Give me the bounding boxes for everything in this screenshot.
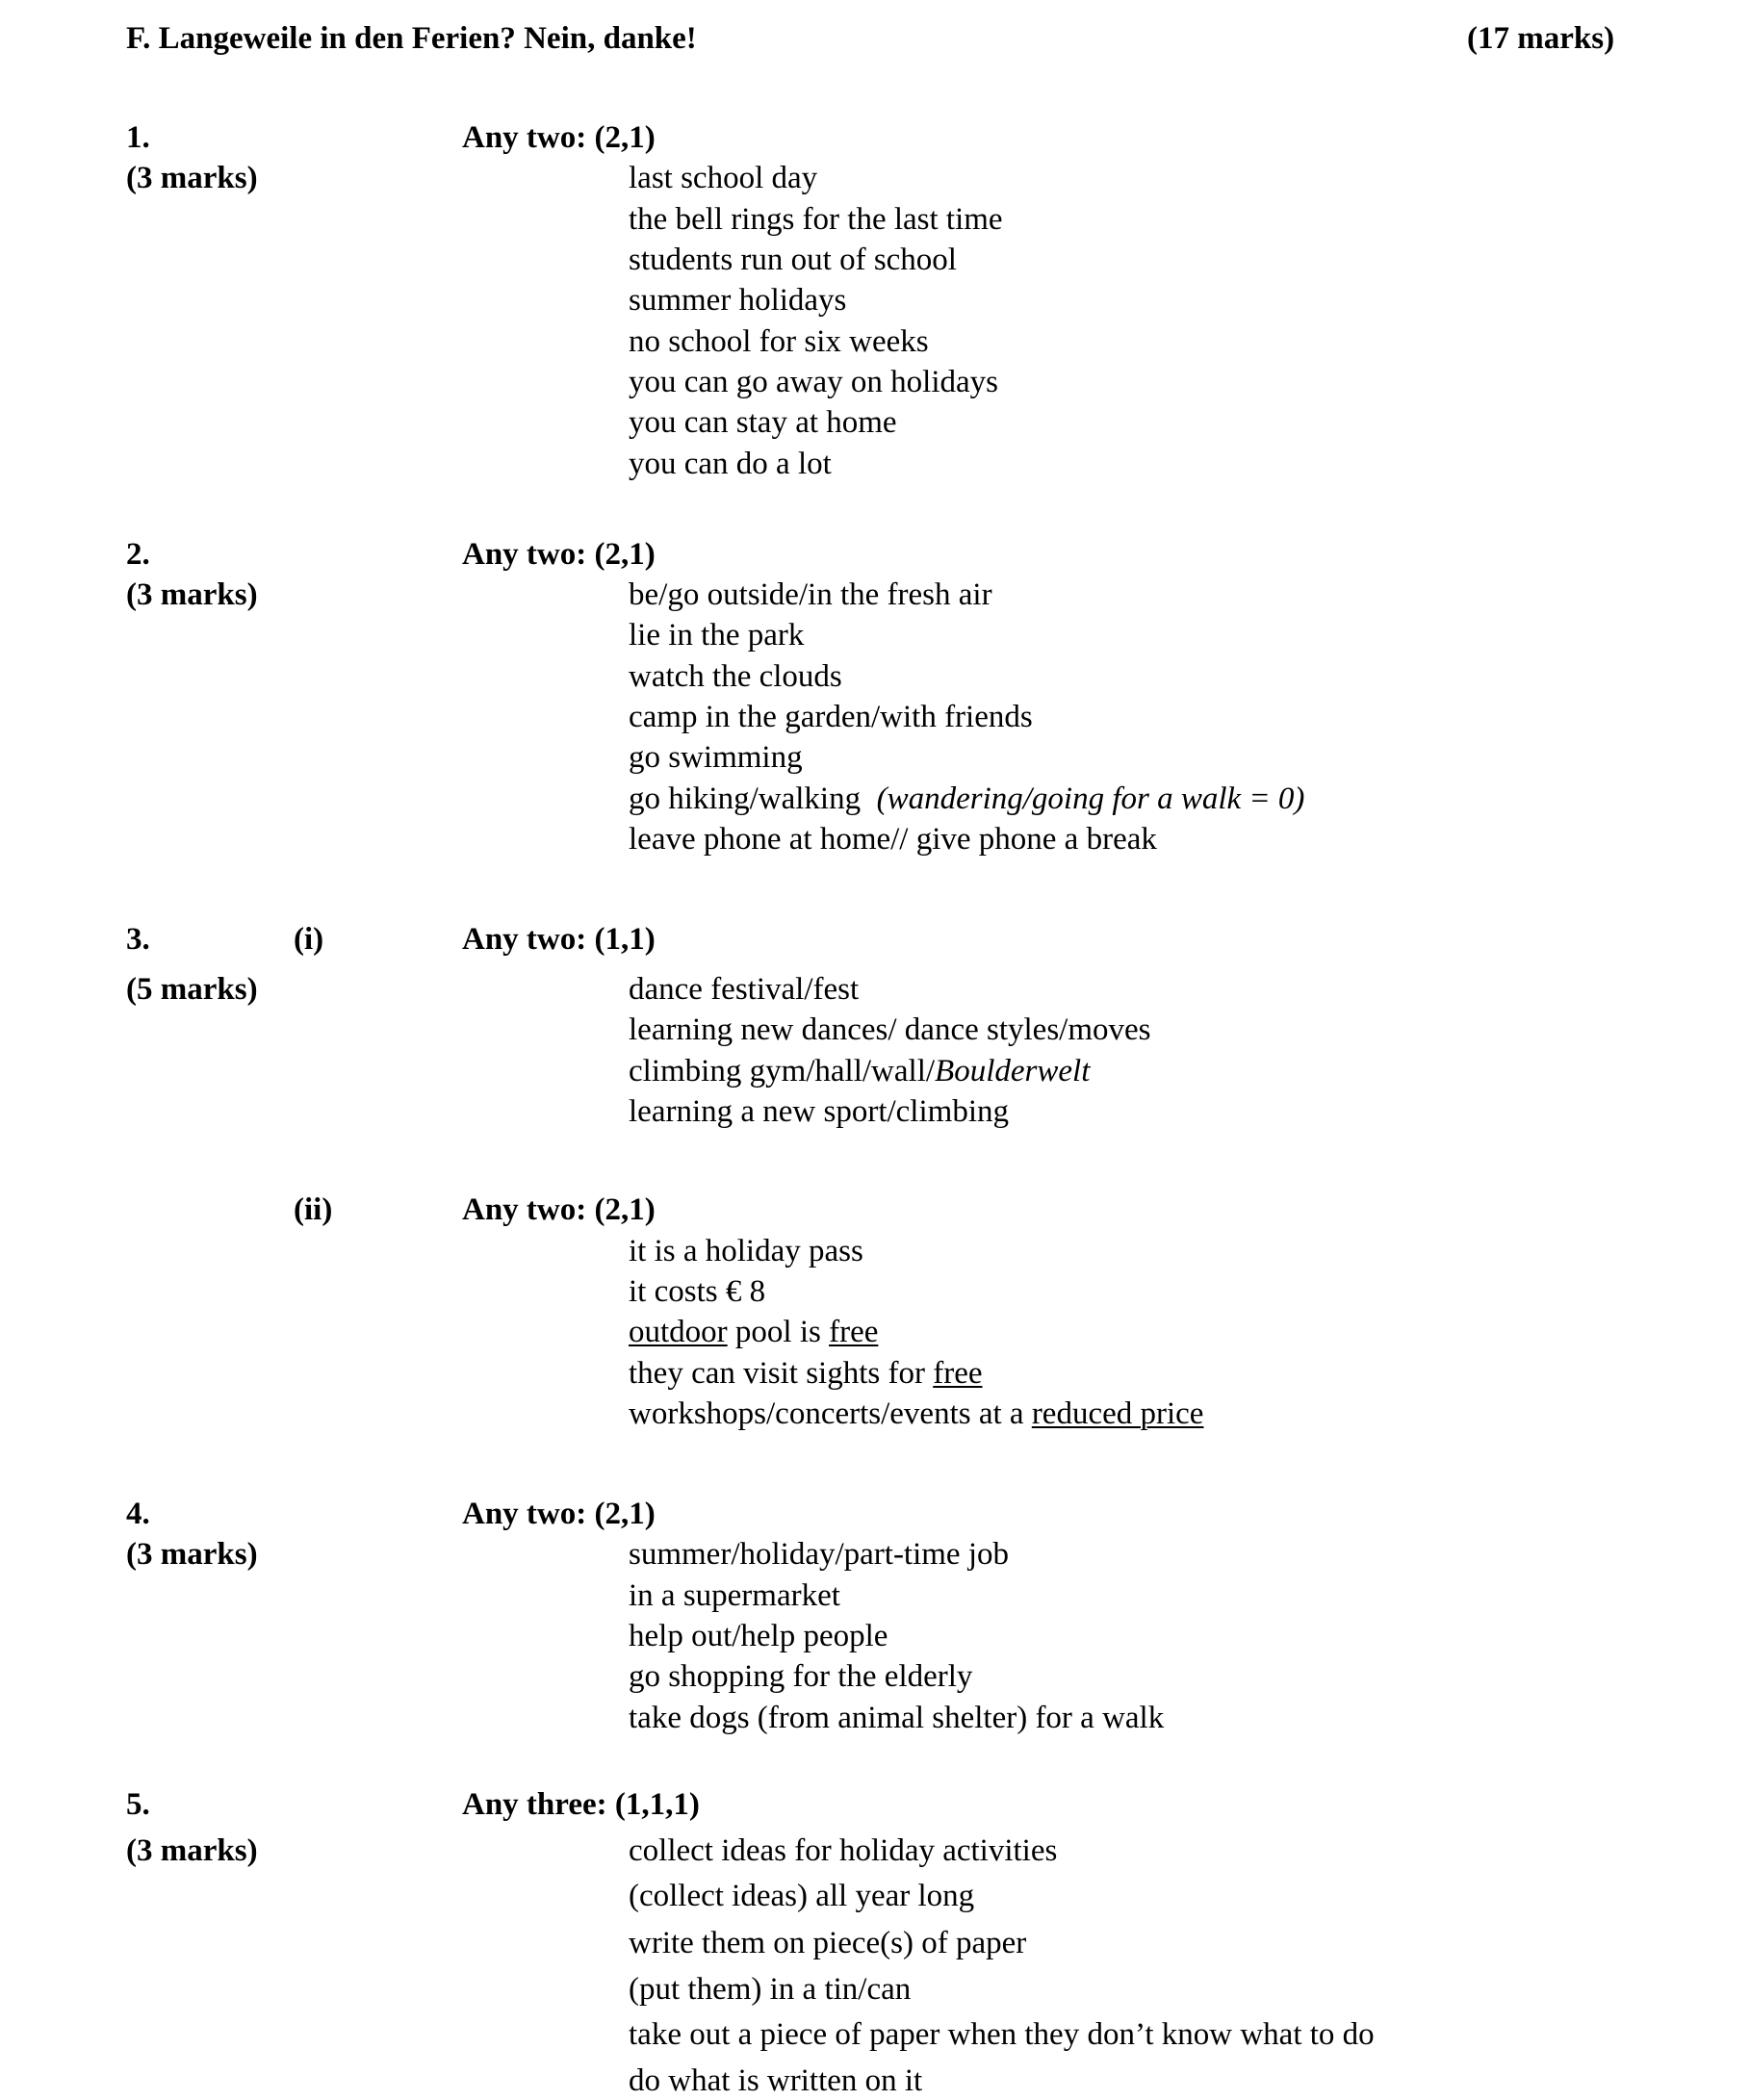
answer-item: you can stay at home	[629, 405, 897, 440]
marking-rule: Any two: (2,1)	[462, 537, 656, 572]
question-marks: (3 marks)	[126, 1537, 258, 1572]
question-number: 5.	[126, 1787, 150, 1822]
answer-item: the bell rings for the last time	[629, 202, 1003, 237]
answer-item: be/go outside/in the fresh air	[629, 577, 992, 612]
answer-text: go hiking/walking	[629, 781, 862, 816]
answer-item	[629, 1395, 1203, 1433]
answer-item: help out/help people	[629, 1619, 888, 1653]
answer-item: last school day	[629, 161, 818, 195]
answer-item	[629, 1354, 983, 1393]
underlined-term: reduced price	[1031, 1396, 1204, 1431]
answer-item: take dogs (from animal shelter) for a walk	[629, 1701, 1165, 1735]
part-label: (ii)	[294, 1192, 333, 1227]
answer-item	[629, 1052, 1090, 1090]
question-marks: (3 marks)	[126, 1833, 258, 1868]
answer-item: leave phone at home// give phone a break	[629, 822, 1157, 857]
answer-item: dance festival/fest	[629, 972, 860, 1007]
marking-rule: Any three: (1,1,1)	[462, 1787, 700, 1822]
answer-item: do what is written on it	[629, 2063, 923, 2098]
question-number: 2.	[126, 537, 150, 572]
answer-item: it is a holiday pass	[629, 1234, 863, 1268]
answer-italic-term: Boulderwelt	[935, 1054, 1091, 1088]
answer-item: summer/holiday/part-time job	[629, 1537, 1010, 1572]
answer-item: you can do a lot	[629, 447, 832, 481]
marking-rule: Any two: (1,1)	[462, 922, 656, 957]
question-marks: (3 marks)	[126, 161, 258, 195]
question-number: 3.	[126, 922, 150, 957]
answer-item	[629, 1313, 878, 1351]
answer-item: watch the clouds	[629, 659, 842, 694]
answer-text: workshops/concerts/events at a	[629, 1396, 1032, 1431]
underlined-term: outdoor	[629, 1315, 728, 1349]
answer-item: (put them) in a tin/can	[629, 1972, 912, 2007]
answer-item: learning a new sport/climbing	[629, 1094, 1009, 1129]
answer-item: go shopping for the elderly	[629, 1659, 973, 1694]
answer-note: (wandering/going for a walk = 0)	[876, 781, 1305, 816]
answer-item: it costs € 8	[629, 1274, 766, 1309]
answer-text: climbing gym/hall/wall/	[629, 1054, 936, 1088]
answer-item: go swimming	[629, 740, 803, 775]
total-marks: (17 marks)	[1467, 21, 1615, 56]
answer-item: in a supermarket	[629, 1578, 840, 1613]
answer-text: pool is	[727, 1315, 830, 1349]
answer-text: they can visit sights for	[629, 1356, 934, 1391]
underlined-term: free	[829, 1315, 879, 1349]
answer-item: no school for six weeks	[629, 324, 929, 359]
answer-item: (collect ideas) all year long	[629, 1879, 975, 1913]
answer-item: camp in the garden/with friends	[629, 700, 1033, 734]
question-marks: (3 marks)	[126, 577, 258, 612]
part-label: (i)	[294, 922, 324, 957]
answer-item: write them on piece(s) of paper	[629, 1926, 1027, 1960]
answer-item	[629, 780, 1304, 818]
question-marks: (5 marks)	[126, 972, 258, 1007]
marking-rule: Any two: (2,1)	[462, 1192, 656, 1227]
answer-item: learning new dances/ dance styles/moves	[629, 1012, 1151, 1047]
section-title: F. Langeweile in den Ferien? Nein, danke!	[126, 21, 697, 56]
marking-rule: Any two: (2,1)	[462, 120, 656, 155]
question-number: 1.	[126, 120, 150, 155]
question-number: 4.	[126, 1497, 150, 1531]
answer-item: collect ideas for holiday activities	[629, 1833, 1058, 1868]
underlined-term: free	[933, 1356, 983, 1391]
answer-item: you can go away on holidays	[629, 365, 998, 399]
answer-item: lie in the park	[629, 618, 805, 653]
answer-item: take out a piece of paper when they don’t know what to do	[629, 2017, 1375, 2052]
answer-item: summer holidays	[629, 283, 847, 318]
answer-item: students run out of school	[629, 243, 957, 277]
marking-rule: Any two: (2,1)	[462, 1497, 656, 1531]
